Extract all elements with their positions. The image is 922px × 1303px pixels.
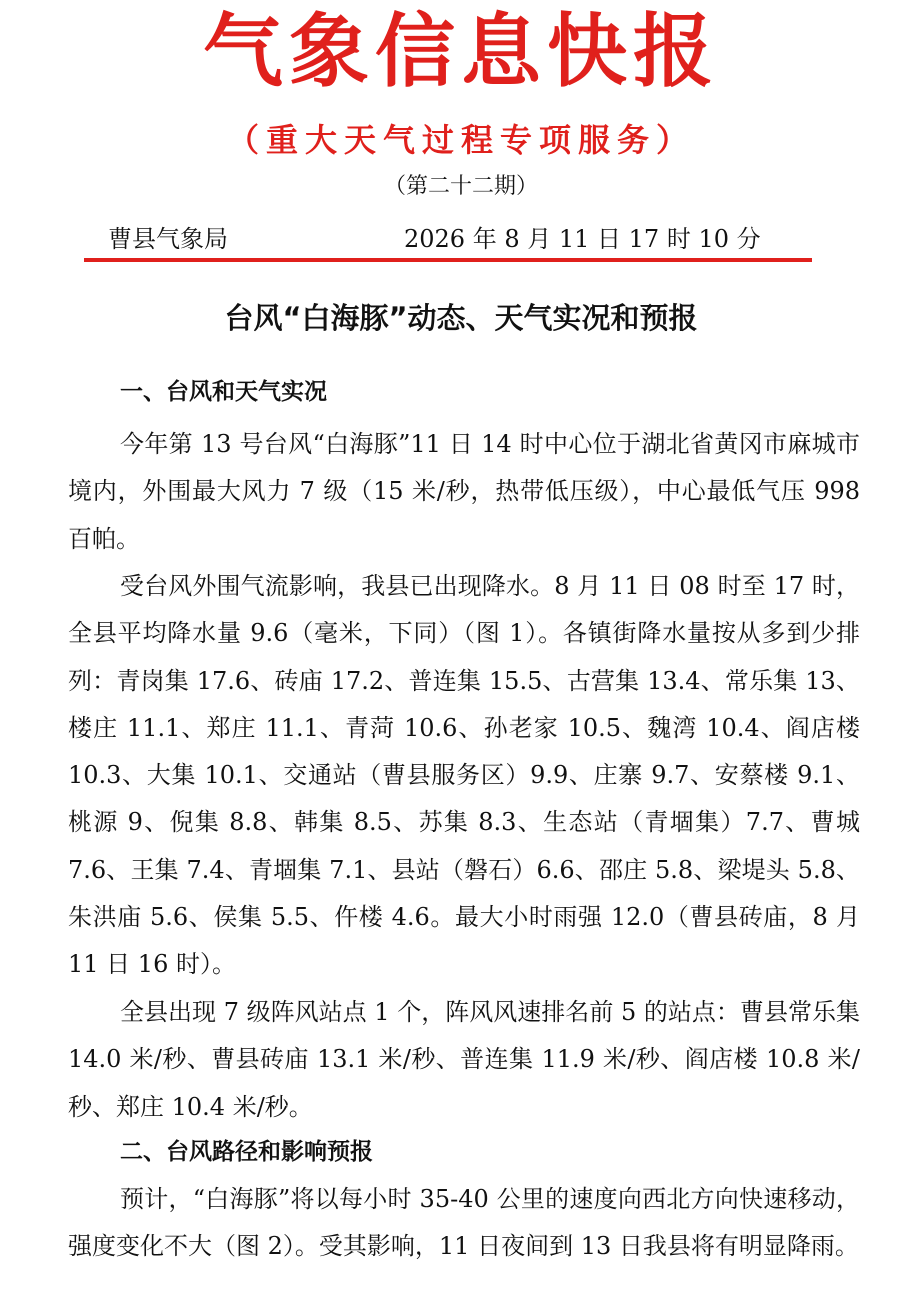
paragraph: 今年第 13 号台风“白海豚”11 日 14 时中心位于湖北省黄冈市麻城市境内，外围最大风力 7 级（15 米/秒，热带低压级），中心最低气压 998 百帕。: [68, 430, 860, 553]
section-heading: 二、台风路径和影响预报: [120, 1139, 373, 1165]
issue-date: 2026 年 8 月 11 日 17 时 10 分: [404, 225, 761, 253]
paragraph: 预计，“白海豚”将以每小时 35-40 公里的速度向西北方向快速移动，强度变化不大（图 2）。受其影响，11 日夜间到 13 日我县将有明显降雨。: [68, 1185, 860, 1261]
masthead-subtitle: （重大天气过程专项服务）: [226, 121, 695, 159]
issue-number: （第二十二期）: [383, 174, 538, 199]
section-heading: 一、台风和天气实况: [120, 379, 327, 405]
masthead: 气象信息快报: [203, 5, 719, 98]
page-title: 台风“白海豚”动态、天气实况和预报: [224, 301, 698, 335]
paragraph: 全县出现 7 级阵风站点 1 个，阵风风速排名前 5 的站点：曹县常乐集 14.0 米/秒、曹县砖庙 13.1 米/秒、普连集 11.9 米/秒、阎店楼 10.8 米/秒、郑庄 10.4 米/秒。: [68, 998, 860, 1121]
paragraph: 受台风外围气流影响，我县已出现降水。8 月 11 日 08 时至 17 时，全县平均降水量 9.6（毫米，下同）（图 1）。各镇街降水量按从多到少排列：青岗集 17.6、砖庙 17.2、普连集 15.5、古营集 13.4、常乐集 13、楼庄 11.1、郑庄 11.1、青菏 10.6、孙老家 10.5、魏湾 10.4、阎店楼 10.3、大集 10.1、交通站（曹县服务区）9.9、庄寨 9.7、安蔡楼 9.1、桃源 9、倪集 8.8、韩集 8.5、苏集 8.3、生态站（青堌集）7.7、曹城 7.6、王集 7.4、青堌集 7.1、县站（磐石）6.6、邵庄 5.8、梁堤头 5.8、朱洪庙 5.6、侯集 5.5、仵楼 4.6。最大小时雨强 12.0（曹县砖庙，8 月 11 日 16 时）。: [68, 572, 860, 979]
issuing-agency: 曹县气象局: [108, 225, 228, 253]
header-divider: [84, 258, 812, 262]
